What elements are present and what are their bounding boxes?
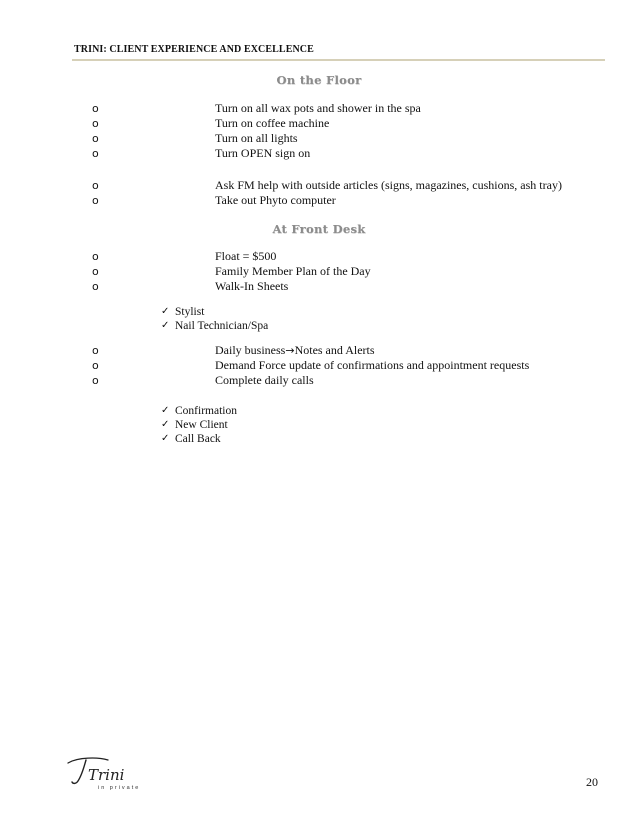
- list-item: o Turn on all lights: [92, 131, 298, 145]
- running-header: TRINI: CLIENT EXPERIENCE AND EXCELLENCE: [74, 44, 314, 55]
- check-item: ✓ Confirmation: [161, 405, 237, 417]
- list-item: o Float = $500: [92, 249, 277, 263]
- check-item: ✓ Call Back: [161, 433, 221, 445]
- list-item: o Family Member Plan of the Day: [92, 264, 371, 278]
- checkmark-icon: ✓: [161, 405, 170, 416]
- floor-list-2: [0, 178, 638, 208]
- checkmark-icon: ✓: [161, 320, 170, 331]
- front-desk-checklist-2: [0, 404, 638, 446]
- front-desk-list-2: [0, 343, 638, 388]
- logo-wordmark: Trini: [88, 766, 125, 784]
- bullet-icon: o: [92, 265, 99, 278]
- header-divider: [72, 59, 605, 61]
- list-item: o Turn on coffee machine: [92, 116, 330, 130]
- check-item: ✓ Stylist: [161, 306, 205, 318]
- list-item: o Demand Force update of confirmations and appointment requests: [92, 358, 530, 372]
- check-item: ✓ New Client: [161, 419, 228, 431]
- list-item: o Turn OPEN sign on: [92, 146, 311, 160]
- trini-logo: [64, 753, 144, 793]
- bullet-icon: o: [92, 374, 99, 387]
- bullet-icon: o: [92, 132, 99, 145]
- front-desk-list-1: [0, 249, 638, 294]
- bullet-icon: o: [92, 250, 99, 263]
- section-title-at-front-desk: At Front Desk: [272, 222, 366, 236]
- bullet-icon: o: [92, 194, 99, 207]
- list-item: o Complete daily calls: [92, 373, 314, 387]
- checkmark-icon: ✓: [161, 306, 170, 317]
- list-item: o Turn on all wax pots and shower in the spa: [92, 101, 421, 115]
- bullet-icon: o: [92, 102, 99, 115]
- bullet-icon: o: [92, 147, 99, 160]
- checkmark-icon: ✓: [161, 433, 170, 444]
- list-item: o Take out Phyto computer: [92, 193, 336, 207]
- floor-list-1: [0, 101, 638, 161]
- bullet-icon: o: [92, 344, 99, 357]
- list-item: o Daily business→Notes and Alerts: [92, 343, 375, 357]
- bullet-icon: o: [92, 117, 99, 130]
- bullet-icon: o: [92, 179, 99, 192]
- check-item: ✓ Nail Technician/Spa: [161, 320, 269, 332]
- section-title-on-the-floor: On the Floor: [276, 73, 362, 87]
- arrow-right-icon: →: [285, 344, 295, 357]
- bullet-icon: o: [92, 280, 99, 293]
- page-number: 20: [586, 775, 598, 789]
- list-item: o Ask FM help with outside articles (signs, magazines, cushions, ash tray): [92, 178, 562, 192]
- front-desk-checklist-1: [0, 305, 638, 333]
- checkmark-icon: ✓: [161, 419, 170, 430]
- bullet-icon: o: [92, 359, 99, 372]
- logo-tagline: in private: [98, 785, 141, 791]
- list-item: o Walk-In Sheets: [92, 279, 289, 293]
